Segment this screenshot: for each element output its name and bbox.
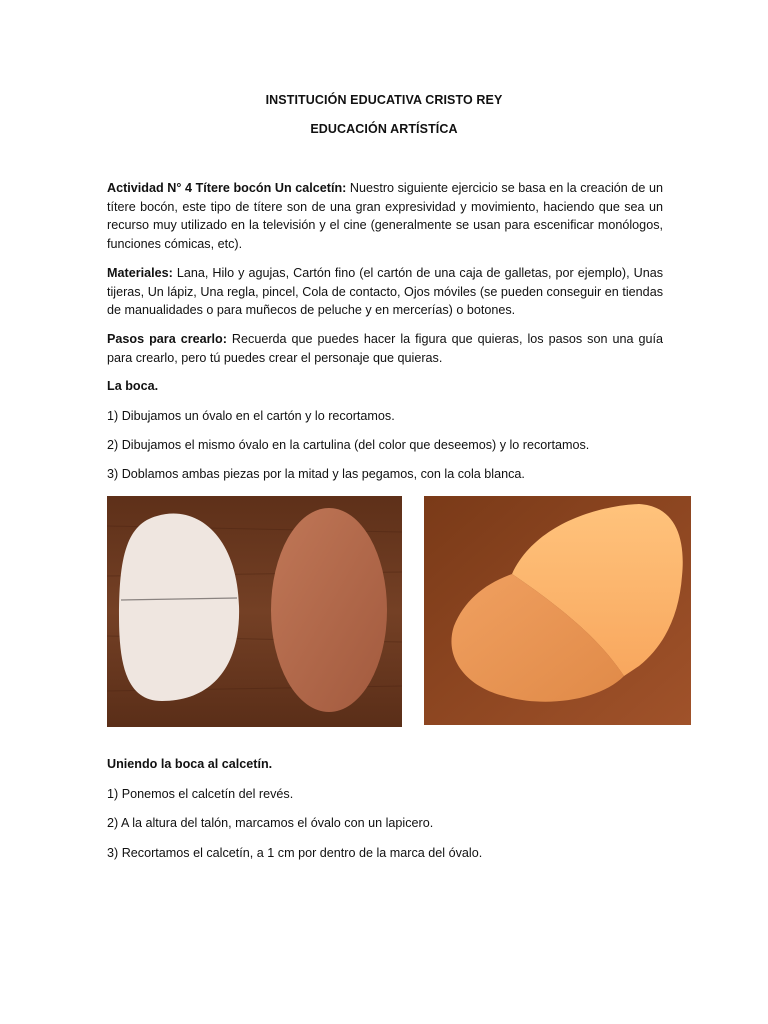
section-mouth-title: La boca. xyxy=(107,379,159,393)
activity-heading: Actividad N° 4 Títere bocón Un calcetín: xyxy=(107,181,347,195)
mouth-step-3: 3) Doblamos ambas piezas por la mitad y las pegamos, con la cola blanca. xyxy=(107,467,525,481)
mouth-step-1: 1) Dibujamos un óvalo en el cartón y lo recortamos. xyxy=(107,409,395,423)
materials-heading: Materiales: xyxy=(107,266,173,280)
mouth-step-2: 2) Dibujamos el mismo óvalo en la cartulina (del color que deseemos) y lo recortamos. xyxy=(107,438,590,452)
materials-text: Lana, Hilo y agujas, Cartón fino (el cartón de una caja de galletas, por ejemplo), Unas tijeras, Un lápiz, Una regla, pincel, Cola de contacto, Ojos móviles (se pueden conseguir en tiendas de manualidades o para muñecos de peluche y en mercerías) o botones. xyxy=(107,266,663,318)
photo-folded-mouth-image xyxy=(424,496,691,725)
activity-paragraph xyxy=(107,179,663,254)
join-step-3: 3) Recortamos el calcetín, a 1 cm por dentro de la marca del óvalo. xyxy=(107,846,483,860)
steps-intro-heading: Pasos para crearlo: xyxy=(107,332,227,346)
steps-intro-paragraph xyxy=(107,330,663,367)
photo-folded-mouth xyxy=(424,496,691,725)
section-join-title: Uniendo la boca al calcetín. xyxy=(107,757,273,771)
join-step-2: 2) A la altura del talón, marcamos el óvalo con un lapicero. xyxy=(107,816,434,830)
join-step-1: 1) Ponemos el calcetín del revés. xyxy=(107,787,294,801)
subject-title: EDUCACIÓN ARTÍSTÍCA xyxy=(310,122,458,136)
steps-intro-text: Recuerda que puedes hacer la figura que quieras, los pasos son una guía para crearlo, pero tú puedes crear el personaje que quieras. xyxy=(107,332,664,365)
photo-ovals-cut-image xyxy=(107,496,402,727)
institution-title: INSTITUCIÓN EDUCATIVA CRISTO REY xyxy=(265,93,503,107)
materials-paragraph xyxy=(107,264,663,320)
photo-ovals-cut xyxy=(107,496,402,727)
activity-text: Nuestro siguiente ejercicio se basa en la creación de un títere bocón, este tipo de títere son de una gran expresividad y movimiento, haciendo que sea un recurso muy utilizado en la televisión y el cine (generalmente se usan para escenificar monólogos, funciones cómicas, etc). xyxy=(107,181,663,252)
